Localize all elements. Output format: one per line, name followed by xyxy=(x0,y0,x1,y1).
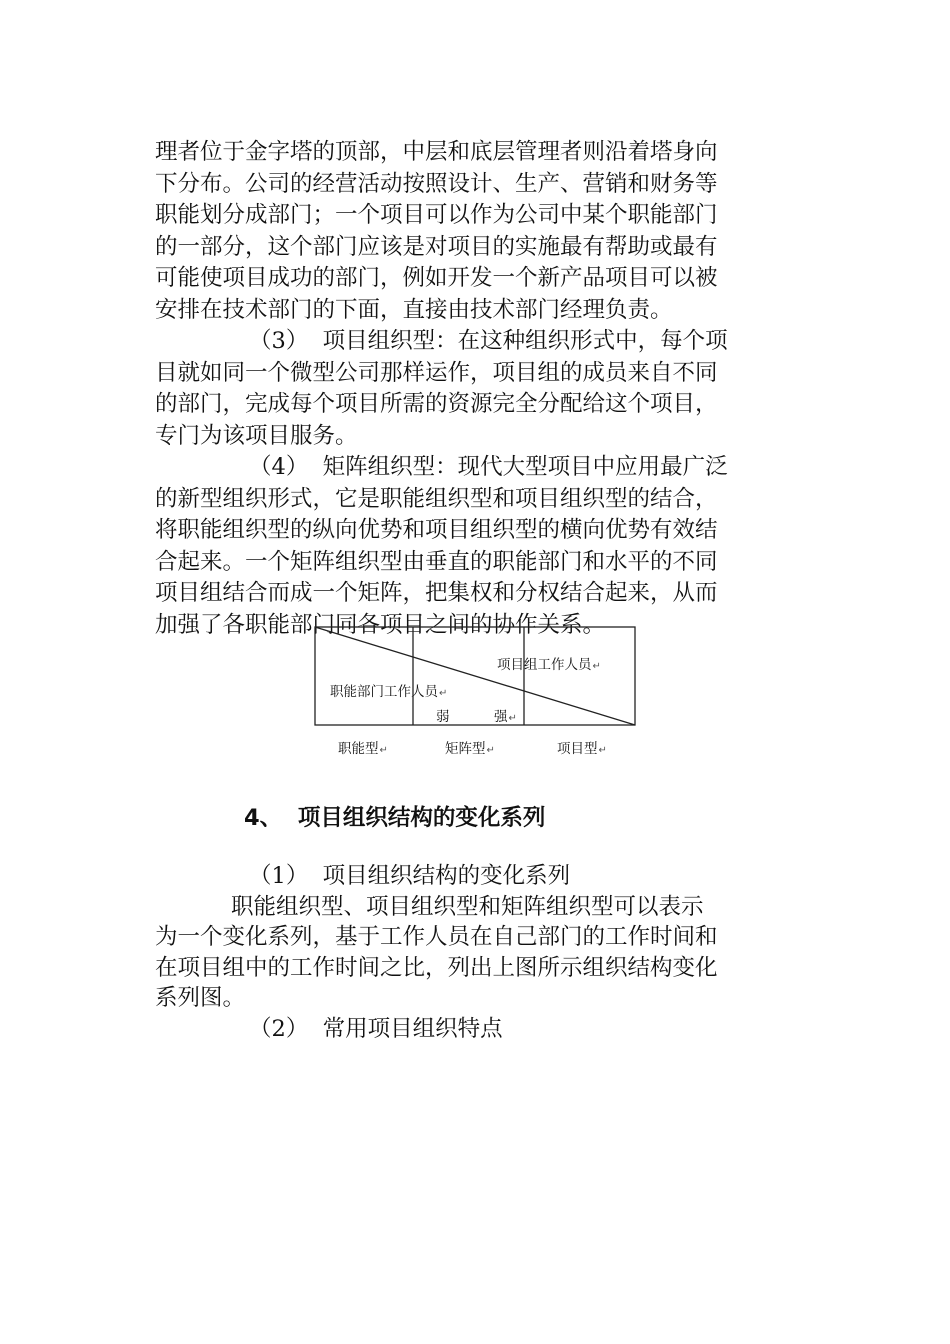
weak-label: 弱 xyxy=(436,709,450,725)
text-line: 职能划分成部门；一个项目可以作为公司中某个职能部门 xyxy=(155,202,718,228)
body-text-top xyxy=(155,137,795,641)
text-line: 专门为该项目服务。 xyxy=(155,422,358,449)
text-line-item-2: （2） 常用项目组织特点 xyxy=(249,1015,503,1042)
diagonal-line xyxy=(315,627,635,725)
text-line: 理者位于金字塔的顶部，中层和底层管理者则沿着塔身向 xyxy=(155,139,718,165)
text-line-item-4: （4） 矩阵组织型：现代大型项目中应用最广泛 xyxy=(249,454,728,480)
text-line: 安排在技术部门的下面，直接由技术部门经理负责。 xyxy=(155,296,673,323)
text-line: 的部门，完成每个项目所需的资源完全分配给这个项目， xyxy=(155,391,718,417)
text-line: 可能使项目成功的部门，例如开发一个新产品项目可以被 xyxy=(155,265,718,291)
text-line: 加强了各职能部门同各项目之间的协作关系。 xyxy=(155,611,606,638)
col-label-project: 项目型↵ xyxy=(557,741,607,757)
section-heading: 4、 项目组织结构的变化系列 xyxy=(244,805,546,831)
text-line: 将职能组织型的纵向优势和项目组织型的横向优势有效结 xyxy=(155,517,718,543)
col-label-matrix: 矩阵型↵ xyxy=(445,741,495,757)
text-line: 系列图。 xyxy=(155,985,246,1011)
text-line: 的新型组织形式，它是职能组织型和项目组织型的结合， xyxy=(155,485,718,512)
organization-spectrum-diagram xyxy=(312,624,642,764)
text-line: 在项目组中的工作时间之比，列出上图所示组织结构变化 xyxy=(155,954,718,981)
col-label-functional: 职能型↵ xyxy=(338,741,388,757)
text-line: 职能组织型、项目组织型和矩阵组织型可以表示 xyxy=(231,893,704,920)
strong-label: 强↵ xyxy=(494,709,517,725)
text-line-item-3: （3） 项目组织型：在这种组织形式中，每个项 xyxy=(249,328,728,354)
text-line: 的一部分，这个部门应该是对项目的实施最有帮助或最有 xyxy=(155,233,718,260)
text-line: 下分布。公司的经营活动按照设计、生产、营销和财务等 xyxy=(155,170,718,197)
text-line: 合起来。一个矩阵组织型由垂直的职能部门和水平的不同 xyxy=(155,548,718,575)
body-text-bottom xyxy=(155,861,795,1044)
project-staff-label: 项目组工作人员↵ xyxy=(497,657,601,673)
functional-staff-label: 职能部门工作人员↵ xyxy=(330,684,448,700)
text-line-item-1: （1） 项目组织结构的变化系列 xyxy=(249,863,571,889)
text-line: 目就如同一个微型公司那样运作，项目组的成员来自不同 xyxy=(155,359,718,386)
text-line: 项目组结合而成一个矩阵，把集权和分权结合起来，从而 xyxy=(155,580,718,606)
text-line: 为一个变化系列，基于工作人员在自己部门的工作时间和 xyxy=(155,924,718,950)
